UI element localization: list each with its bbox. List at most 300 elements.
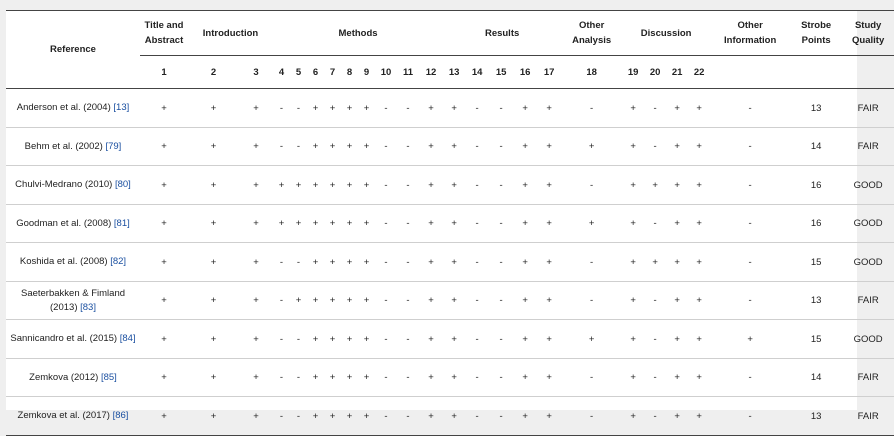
score-mark: + (666, 359, 688, 397)
score-mark: + (537, 89, 561, 128)
score-mark: + (666, 166, 688, 205)
score-mark: + (341, 128, 358, 166)
score-mark: + (188, 243, 239, 282)
reference-cell (6, 166, 140, 205)
reference-cell (6, 205, 140, 243)
score-mark: - (273, 282, 290, 320)
score-mark: + (358, 282, 375, 320)
score-mark: - (273, 397, 290, 436)
strobe-table-panel (6, 10, 885, 422)
score-mark: + (419, 128, 443, 166)
score-mark: + (688, 243, 710, 282)
score-mark: + (358, 205, 375, 243)
score-mark: + (666, 128, 688, 166)
score-mark: + (239, 243, 273, 282)
score-mark: + (419, 166, 443, 205)
strobe-points-cell: 16 (790, 166, 842, 205)
empty-header-cell (710, 56, 790, 89)
score-mark: + (537, 128, 561, 166)
study-quality-cell: FAIR (842, 282, 894, 320)
score-mark: - (375, 128, 397, 166)
table-row (6, 89, 894, 128)
score-mark: + (513, 89, 537, 128)
citation-link[interactable]: [82] (110, 256, 127, 267)
table-row (6, 128, 894, 166)
score-mark: + (666, 320, 688, 359)
item-number-cell: 7 (324, 56, 341, 89)
score-mark: - (397, 205, 419, 243)
study-quality-cell: GOOD (842, 243, 894, 282)
score-mark: + (419, 243, 443, 282)
score-mark: - (375, 205, 397, 243)
table-row (6, 282, 894, 320)
score-mark: - (644, 397, 666, 436)
score-mark: + (324, 166, 341, 205)
score-mark: - (375, 397, 397, 436)
header-group-cell: Discussion (622, 11, 710, 56)
study-quality-cell: FAIR (842, 359, 894, 397)
score-mark: - (397, 166, 419, 205)
score-mark: + (666, 89, 688, 128)
score-mark: + (419, 320, 443, 359)
score-mark: - (290, 320, 307, 359)
score-mark: - (489, 320, 513, 359)
reference-text: Behm et al. (2002) (24, 140, 106, 152)
study-quality-cell: FAIR (842, 128, 894, 166)
reference-cell (6, 89, 140, 128)
score-mark: + (443, 243, 465, 282)
citation-link[interactable]: [13] (113, 102, 130, 113)
score-mark: + (622, 243, 644, 282)
item-number-cell: 11 (397, 56, 419, 89)
score-mark: + (239, 359, 273, 397)
score-mark: - (644, 128, 666, 166)
score-mark: - (710, 89, 790, 128)
score-mark: - (561, 282, 622, 320)
score-mark: + (307, 166, 324, 205)
score-mark: + (307, 205, 324, 243)
score-mark: - (710, 282, 790, 320)
strobe-points-cell: 15 (790, 320, 842, 359)
score-mark: - (375, 320, 397, 359)
header-group-row (6, 11, 894, 56)
score-mark: + (666, 205, 688, 243)
study-quality-cell: GOOD (842, 205, 894, 243)
score-mark: + (622, 397, 644, 436)
score-mark: - (273, 359, 290, 397)
score-mark: - (465, 128, 489, 166)
score-mark: - (290, 128, 307, 166)
score-mark: + (622, 320, 644, 359)
score-mark: - (465, 282, 489, 320)
score-mark: + (140, 282, 188, 320)
item-number-cell: 9 (358, 56, 375, 89)
score-mark: - (465, 243, 489, 282)
score-mark: + (513, 282, 537, 320)
score-mark: + (307, 282, 324, 320)
score-mark: - (561, 359, 622, 397)
score-mark: - (710, 243, 790, 282)
score-mark: + (419, 205, 443, 243)
table-row (6, 166, 894, 205)
strobe-points-cell: 13 (790, 397, 842, 436)
score-mark: + (443, 320, 465, 359)
score-mark: + (513, 397, 537, 436)
score-mark: + (324, 89, 341, 128)
score-mark: + (561, 320, 622, 359)
score-mark: + (358, 397, 375, 436)
reference-cell (6, 320, 140, 359)
reference-text: Zemkova (2012) (29, 371, 101, 383)
score-mark: - (273, 89, 290, 128)
score-mark: + (443, 89, 465, 128)
citation-link[interactable]: [81] (113, 217, 130, 229)
score-mark: + (513, 359, 537, 397)
score-mark: - (561, 397, 622, 436)
score-mark: - (375, 282, 397, 320)
score-mark: + (513, 243, 537, 282)
strobe-points-cell: 13 (790, 282, 842, 320)
score-mark: - (489, 166, 513, 205)
header-group-cell: Results (443, 11, 561, 56)
score-mark: - (273, 128, 290, 166)
score-mark: + (140, 128, 188, 166)
study-quality-cell: FAIR (842, 89, 894, 128)
score-mark: + (341, 282, 358, 320)
score-mark: + (644, 166, 666, 205)
score-mark: - (489, 89, 513, 128)
score-mark: + (537, 282, 561, 320)
score-mark: - (397, 359, 419, 397)
score-mark: + (188, 320, 239, 359)
score-mark: + (358, 166, 375, 205)
reference-text: Koshida et al. (2008) (19, 256, 111, 267)
strobe-points-cell: 15 (790, 243, 842, 282)
item-number-cell: 15 (489, 56, 513, 89)
citation-link[interactable]: [85] (100, 371, 117, 383)
score-mark: - (644, 89, 666, 128)
score-mark: + (307, 359, 324, 397)
score-mark: + (341, 243, 358, 282)
item-number-cell: 2 (188, 56, 239, 89)
score-mark: - (710, 166, 790, 205)
table-body (6, 89, 894, 436)
score-mark: - (397, 397, 419, 436)
score-mark: + (622, 166, 644, 205)
score-mark: - (397, 128, 419, 166)
score-mark: - (273, 243, 290, 282)
score-mark: + (324, 320, 341, 359)
score-mark: + (307, 89, 324, 128)
reference-text: Chulvi-Medrano (2010) (15, 179, 115, 190)
header-group-cell: Methods (273, 11, 443, 56)
score-mark: + (140, 359, 188, 397)
item-number-cell: 5 (290, 56, 307, 89)
citation-link[interactable]: [80] (114, 179, 131, 190)
score-mark: - (710, 359, 790, 397)
score-mark: + (358, 89, 375, 128)
reference-text: Goodman et al. (2008) (16, 217, 114, 229)
score-mark: + (358, 243, 375, 282)
empty-header-cell (790, 56, 842, 89)
score-mark: + (443, 205, 465, 243)
score-mark: + (341, 166, 358, 205)
score-mark: - (375, 166, 397, 205)
item-number-cell: 19 (622, 56, 644, 89)
score-mark: - (397, 89, 419, 128)
item-number-cell: 21 (666, 56, 688, 89)
score-mark: + (513, 166, 537, 205)
study-quality-cell: GOOD (842, 320, 894, 359)
score-mark: + (537, 320, 561, 359)
citation-link[interactable]: [84] (119, 333, 136, 344)
score-mark: + (513, 128, 537, 166)
citation-link[interactable]: [79] (105, 140, 122, 152)
score-mark: - (290, 243, 307, 282)
score-mark: + (341, 359, 358, 397)
header-group-cell: Introduction (188, 11, 273, 56)
score-mark: - (397, 243, 419, 282)
score-mark: - (644, 320, 666, 359)
score-mark: + (688, 128, 710, 166)
item-number-cell: 13 (443, 56, 465, 89)
empty-header-cell (842, 56, 894, 89)
score-mark: + (290, 166, 307, 205)
score-mark: - (489, 243, 513, 282)
score-mark: + (419, 359, 443, 397)
score-mark: - (644, 282, 666, 320)
item-number-cell: 3 (239, 56, 273, 89)
item-number-cell: 14 (465, 56, 489, 89)
score-mark: + (622, 128, 644, 166)
citation-link[interactable]: [86] (112, 410, 129, 421)
score-mark: - (489, 205, 513, 243)
score-mark: + (307, 243, 324, 282)
score-mark: + (688, 89, 710, 128)
score-mark: - (375, 359, 397, 397)
table-row (6, 359, 894, 397)
reference-cell (6, 243, 140, 282)
score-mark: + (688, 205, 710, 243)
score-mark: - (465, 166, 489, 205)
score-mark: + (561, 205, 622, 243)
score-mark: + (239, 320, 273, 359)
score-mark: + (622, 282, 644, 320)
study-quality-cell: GOOD (842, 166, 894, 205)
score-mark: + (537, 397, 561, 436)
score-mark: - (290, 359, 307, 397)
score-mark: + (666, 397, 688, 436)
score-mark: + (188, 282, 239, 320)
strobe-table (6, 10, 894, 436)
header-group-cell: Strobe Points (790, 11, 842, 56)
score-mark: - (465, 359, 489, 397)
score-mark: + (307, 397, 324, 436)
score-mark: + (688, 282, 710, 320)
score-mark: + (537, 205, 561, 243)
score-mark: + (140, 243, 188, 282)
score-mark: + (341, 397, 358, 436)
score-mark: + (188, 128, 239, 166)
strobe-points-cell: 13 (790, 89, 842, 128)
score-mark: + (622, 359, 644, 397)
item-number-cell: 18 (561, 56, 622, 89)
score-mark: + (140, 320, 188, 359)
score-mark: - (489, 128, 513, 166)
score-mark: - (290, 89, 307, 128)
item-number-cell: 12 (419, 56, 443, 89)
score-mark: + (341, 320, 358, 359)
score-mark: + (188, 359, 239, 397)
score-mark: + (324, 128, 341, 166)
score-mark: + (307, 128, 324, 166)
study-quality-cell: FAIR (842, 397, 894, 436)
score-mark: + (188, 205, 239, 243)
item-number-cell: 1 (140, 56, 188, 89)
score-mark: + (537, 359, 561, 397)
score-mark: + (324, 243, 341, 282)
score-mark: + (239, 282, 273, 320)
score-mark: + (273, 205, 290, 243)
score-mark: + (140, 205, 188, 243)
score-mark: + (341, 205, 358, 243)
score-mark: + (239, 166, 273, 205)
score-mark: + (688, 166, 710, 205)
reference-text: Sannicandro et al. (2015) (10, 333, 120, 344)
reference-text: Anderson et al. (2004) (16, 102, 114, 113)
strobe-points-cell: 14 (790, 128, 842, 166)
score-mark: + (443, 359, 465, 397)
score-mark: - (710, 128, 790, 166)
score-mark: + (419, 89, 443, 128)
item-number-cell: 8 (341, 56, 358, 89)
score-mark: + (622, 89, 644, 128)
score-mark: + (561, 128, 622, 166)
score-mark: + (419, 282, 443, 320)
header-group-cell: Title and Abstract (140, 11, 188, 56)
score-mark: - (465, 397, 489, 436)
score-mark: + (513, 205, 537, 243)
item-number-cell: 20 (644, 56, 666, 89)
score-mark: + (188, 397, 239, 436)
score-mark: + (290, 205, 307, 243)
score-mark: + (688, 359, 710, 397)
reference-cell (6, 397, 140, 436)
score-mark: + (239, 397, 273, 436)
reference-cell (6, 282, 140, 320)
score-mark: + (239, 89, 273, 128)
score-mark: + (537, 166, 561, 205)
score-mark: + (644, 243, 666, 282)
score-mark: + (239, 128, 273, 166)
item-number-cell: 22 (688, 56, 710, 89)
score-mark: + (666, 282, 688, 320)
table-row (6, 243, 894, 282)
score-mark: - (710, 205, 790, 243)
table-row (6, 320, 894, 359)
score-mark: + (239, 205, 273, 243)
score-mark: - (290, 397, 307, 436)
score-mark: + (188, 166, 239, 205)
score-mark: - (375, 89, 397, 128)
score-mark: + (666, 243, 688, 282)
table-row (6, 205, 894, 243)
strobe-points-cell: 16 (790, 205, 842, 243)
score-mark: - (561, 166, 622, 205)
score-mark: - (465, 205, 489, 243)
item-number-cell: 16 (513, 56, 537, 89)
score-mark: + (188, 89, 239, 128)
score-mark: + (140, 89, 188, 128)
reference-cell (6, 359, 140, 397)
citation-link[interactable]: [83] (80, 301, 96, 313)
header-group-cell: Study Quality (842, 11, 894, 56)
item-number-cell: 4 (273, 56, 290, 89)
score-mark: - (465, 89, 489, 128)
score-mark: + (513, 320, 537, 359)
score-mark: + (307, 320, 324, 359)
score-mark: + (358, 320, 375, 359)
score-mark: + (341, 89, 358, 128)
header-group-cell: Other Analysis (561, 11, 622, 56)
score-mark: - (489, 397, 513, 436)
score-mark: + (419, 397, 443, 436)
item-number-cell: 10 (375, 56, 397, 89)
score-mark: + (324, 359, 341, 397)
item-number-cell: 6 (307, 56, 324, 89)
score-mark: - (465, 320, 489, 359)
score-mark: + (273, 166, 290, 205)
score-mark: - (489, 359, 513, 397)
score-mark: - (561, 89, 622, 128)
score-mark: - (644, 359, 666, 397)
reference-text: Zemkova et al. (2017) (17, 410, 113, 421)
score-mark: + (140, 397, 188, 436)
score-mark: - (397, 282, 419, 320)
score-mark: - (375, 243, 397, 282)
score-mark: + (688, 397, 710, 436)
reference-text: Saeterbakken & Fimland (2013) (20, 287, 126, 313)
score-mark: + (140, 166, 188, 205)
score-mark: - (710, 397, 790, 436)
header-group-cell: Other Information (710, 11, 790, 56)
score-mark: + (358, 128, 375, 166)
score-mark: + (324, 397, 341, 436)
strobe-points-cell: 14 (790, 359, 842, 397)
score-mark: + (622, 205, 644, 243)
item-number-cell: 17 (537, 56, 561, 89)
header-number-row (6, 56, 894, 89)
score-mark: - (644, 205, 666, 243)
score-mark: + (443, 166, 465, 205)
score-mark: - (397, 320, 419, 359)
score-mark: + (358, 359, 375, 397)
reference-cell (6, 128, 140, 166)
score-mark: + (537, 243, 561, 282)
header-group-cell: Reference (6, 11, 140, 89)
score-mark: - (273, 320, 290, 359)
table-row (6, 397, 894, 436)
score-mark: + (443, 397, 465, 436)
score-mark: + (324, 282, 341, 320)
score-mark: + (324, 205, 341, 243)
score-mark: + (710, 320, 790, 359)
score-mark: + (443, 282, 465, 320)
score-mark: - (489, 282, 513, 320)
score-mark: + (688, 320, 710, 359)
score-mark: + (290, 282, 307, 320)
score-mark: - (561, 243, 622, 282)
